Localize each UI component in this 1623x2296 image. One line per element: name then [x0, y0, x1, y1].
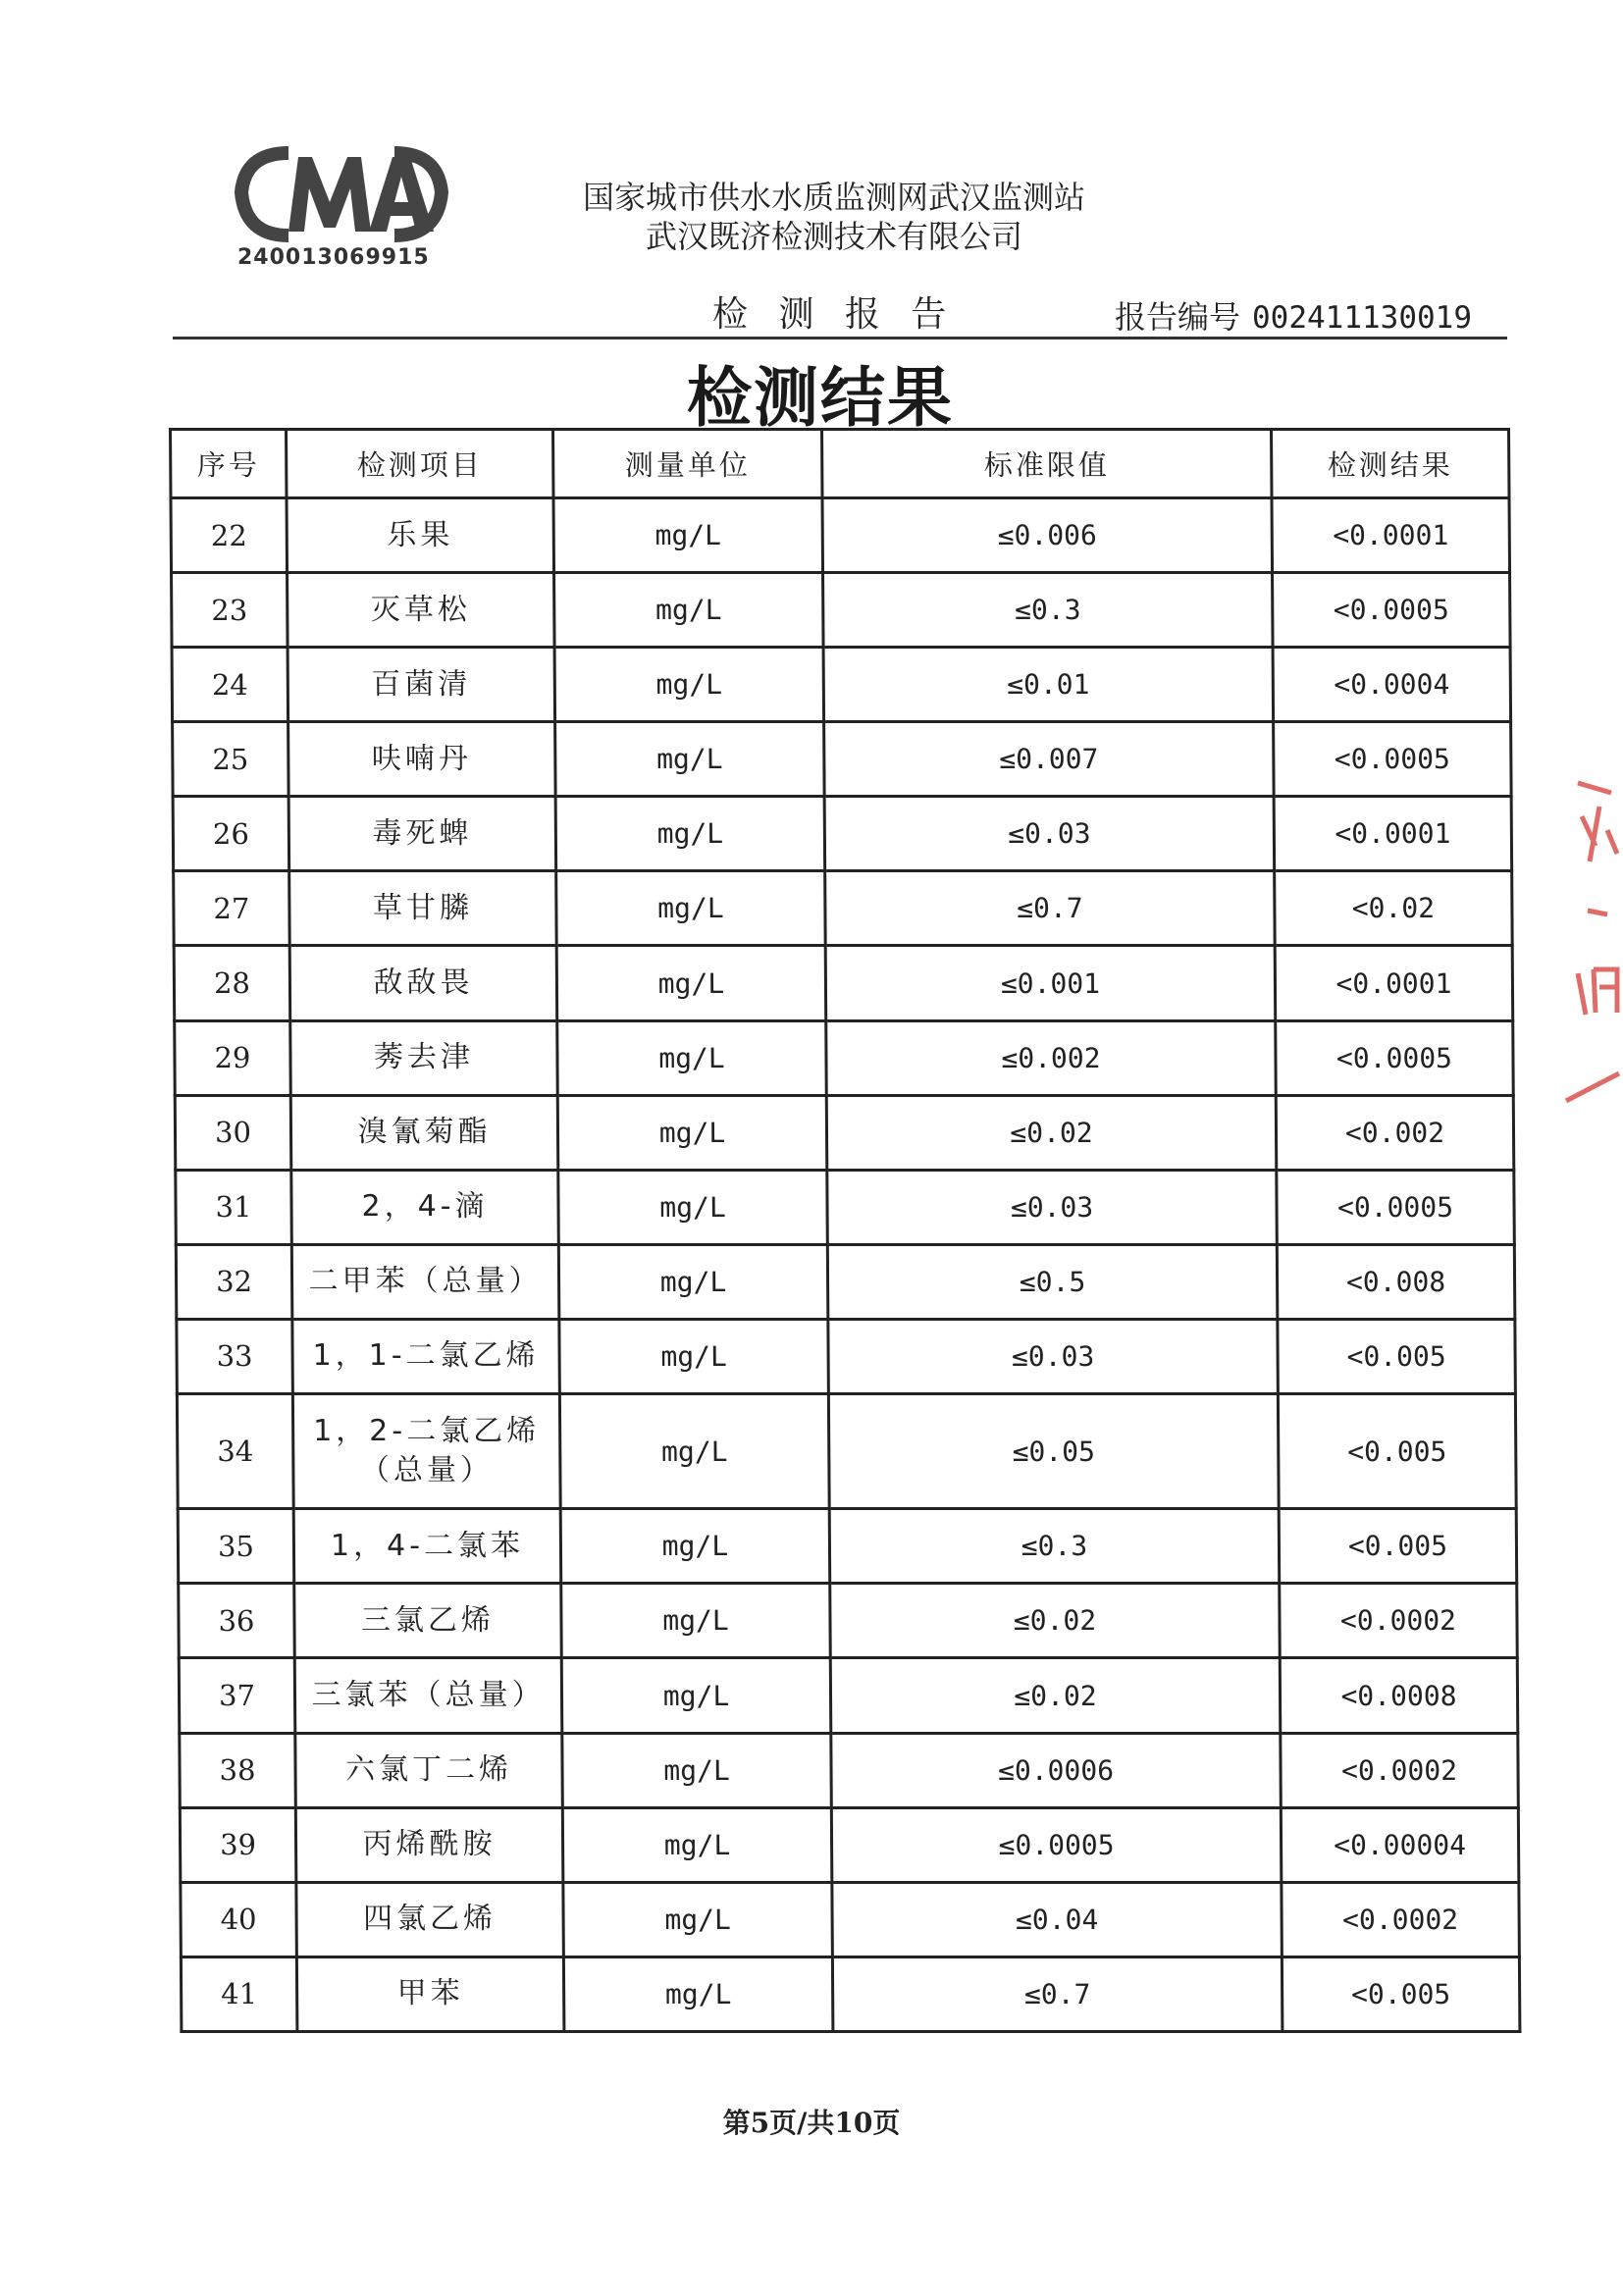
cell-unit: mg/L: [560, 1509, 830, 1584]
table-row: [181, 1957, 1520, 2031]
cell-limit: ≤0.02: [826, 1095, 1277, 1170]
cell-limit: ≤0.002: [826, 1020, 1277, 1095]
cell-index: 24: [172, 648, 288, 722]
cell-result: <0.0005: [1274, 722, 1512, 797]
cell-limit: ≤0.3: [829, 1509, 1280, 1584]
cell-result: <0.002: [1276, 1095, 1514, 1170]
cell-item: 丙烯酰胺: [295, 1807, 563, 1882]
table-row: [177, 1393, 1516, 1508]
table-row: [176, 1244, 1515, 1319]
cell-result: <0.0001: [1272, 498, 1510, 573]
cell-result: <0.0002: [1281, 1733, 1519, 1807]
col-header-limit: 标准限值: [822, 430, 1272, 498]
table-row: [173, 722, 1512, 797]
cell-item: 三氯乙烯: [294, 1584, 562, 1658]
cell-result: <0.005: [1278, 1319, 1516, 1393]
cell-limit: ≤0.0006: [831, 1733, 1282, 1807]
cell-item: 1，2-二氯乙烯（总量）: [292, 1393, 560, 1508]
table-row: [174, 946, 1513, 1020]
cell-limit: ≤0.007: [824, 722, 1275, 797]
cell-result: <0.0005: [1273, 573, 1511, 648]
results-table-wrap: [169, 428, 1518, 2033]
cell-unit: mg/L: [554, 648, 824, 722]
org-name-line1: 国家城市供水水质监测网武汉监测站: [582, 179, 1085, 216]
cell-index: 32: [176, 1244, 292, 1319]
report-number-value: 002411130019: [1252, 300, 1472, 336]
cell-result: <0.005: [1279, 1509, 1517, 1584]
table-row: [175, 1095, 1514, 1170]
cell-index: 30: [175, 1095, 291, 1170]
cell-index: 31: [176, 1170, 292, 1244]
cell-unit: mg/L: [555, 797, 825, 871]
cell-index: 37: [179, 1658, 295, 1733]
cell-limit: ≤0.02: [830, 1584, 1281, 1658]
cell-result: <0.0005: [1277, 1170, 1515, 1244]
cell-result: <0.0008: [1280, 1658, 1518, 1733]
red-seal-fragment: [1539, 777, 1623, 1111]
cma-number: 240013069915: [237, 245, 430, 270]
cell-index: 39: [180, 1807, 296, 1882]
table-row: [178, 1509, 1517, 1584]
cell-item: 三氯苯（总量）: [294, 1658, 562, 1733]
cell-index: 38: [180, 1733, 296, 1807]
cell-limit: ≤0.04: [832, 1882, 1283, 1957]
cell-result: <0.00004: [1281, 1807, 1519, 1882]
cell-unit: mg/L: [562, 1733, 832, 1807]
col-header-result: 检测结果: [1272, 430, 1509, 498]
cell-limit: ≤0.01: [823, 648, 1274, 722]
cell-result: <0.0005: [1276, 1020, 1514, 1095]
cell-limit: ≤0.5: [827, 1244, 1278, 1319]
cell-item: 甲苯: [296, 1957, 564, 2031]
cell-unit: mg/L: [562, 1807, 832, 1882]
cell-result: <0.02: [1275, 871, 1513, 946]
cell-unit: mg/L: [561, 1584, 831, 1658]
cell-unit: mg/L: [556, 946, 826, 1020]
cell-unit: mg/L: [559, 1319, 829, 1393]
cell-index: 36: [179, 1584, 295, 1658]
cell-index: 23: [172, 573, 288, 648]
table-row: [180, 1733, 1519, 1807]
table-row: [177, 1319, 1516, 1393]
cell-limit: ≤0.006: [822, 498, 1273, 573]
report-number: [1115, 292, 1472, 338]
cma-logo: [232, 143, 451, 281]
cell-item: 草甘膦: [289, 871, 557, 946]
cell-unit: mg/L: [561, 1658, 831, 1733]
cell-index: 25: [173, 722, 289, 797]
org-name-line2: 武汉既济检测技术有限公司: [645, 218, 1022, 255]
table-row: [175, 1020, 1514, 1095]
cell-index: 33: [177, 1319, 293, 1393]
cell-result: <0.005: [1278, 1393, 1516, 1508]
report-label: 检 测 报 告: [712, 294, 957, 335]
cell-unit: mg/L: [563, 1957, 833, 2031]
col-header-unit: 测量单位: [553, 430, 822, 498]
cell-item: 莠去津: [290, 1020, 558, 1095]
results-table: [169, 428, 1521, 2033]
cell-limit: ≤0.001: [825, 946, 1276, 1020]
cell-limit: ≤0.3: [823, 573, 1274, 648]
table-row: [173, 797, 1512, 871]
cell-unit: mg/L: [563, 1882, 833, 1957]
cell-item: 2，4-滴: [291, 1170, 559, 1244]
cell-index: 22: [171, 498, 288, 573]
cell-index: 41: [181, 1957, 297, 2031]
table-row: [181, 1882, 1520, 1957]
cell-unit: mg/L: [553, 498, 823, 573]
cell-item: 溴氰菊酯: [290, 1095, 558, 1170]
table-header-row: [171, 430, 1509, 498]
cell-result: <0.0001: [1274, 797, 1512, 871]
table-row: [176, 1170, 1515, 1244]
cell-index: 26: [173, 797, 289, 871]
cell-limit: ≤0.02: [830, 1658, 1281, 1733]
table-row: [172, 648, 1511, 722]
cell-index: 27: [174, 871, 290, 946]
cell-index: 29: [175, 1020, 291, 1095]
cell-unit: mg/L: [556, 871, 826, 946]
cma-mark-icon: [232, 143, 451, 245]
table-row: [180, 1807, 1519, 1882]
cell-limit: ≤0.03: [827, 1170, 1278, 1244]
cell-index: 28: [174, 946, 290, 1020]
cell-item: 灭草松: [288, 573, 555, 648]
col-header-item: 检测项目: [287, 430, 553, 498]
cell-item: 1，4-二氯苯: [293, 1509, 561, 1584]
cell-limit: ≤0.03: [828, 1319, 1279, 1393]
cell-index: 35: [178, 1509, 294, 1584]
cell-result: <0.0004: [1273, 648, 1511, 722]
cell-item: 六氯丁二烯: [295, 1733, 563, 1807]
col-header-index: 序号: [171, 430, 287, 498]
report-number-label: 报告编号: [1115, 298, 1241, 336]
cell-index: 40: [181, 1882, 297, 1957]
cell-result: <0.005: [1282, 1957, 1520, 2031]
cell-item: 敌敌畏: [289, 946, 557, 1020]
cell-limit: ≤0.05: [828, 1393, 1279, 1508]
cell-unit: mg/L: [555, 722, 825, 797]
cell-item: 百菌清: [288, 648, 555, 722]
table-row: [171, 498, 1510, 573]
cell-item: 1，1-二氯乙烯: [292, 1319, 560, 1393]
table-row: [179, 1584, 1518, 1658]
cell-unit: mg/L: [557, 1020, 827, 1095]
table-row: [172, 573, 1511, 648]
page-title: 检测结果: [687, 360, 954, 436]
table-row: [174, 871, 1513, 946]
cell-result: <0.008: [1277, 1244, 1515, 1319]
cell-limit: ≤0.03: [824, 797, 1275, 871]
cell-unit: mg/L: [558, 1244, 828, 1319]
cell-item: 四氯乙烯: [296, 1882, 564, 1957]
cell-result: <0.0002: [1282, 1882, 1520, 1957]
cell-unit: mg/L: [554, 573, 824, 648]
cell-result: <0.0001: [1275, 946, 1513, 1020]
table-row: [179, 1658, 1518, 1733]
page-footer: 第5页/共10页: [722, 2107, 901, 2139]
cell-item: 二甲苯（总量）: [291, 1244, 559, 1319]
cell-unit: mg/L: [558, 1170, 828, 1244]
cell-result: <0.0002: [1280, 1584, 1518, 1658]
cell-limit: ≤0.0005: [831, 1807, 1282, 1882]
cell-item: 乐果: [287, 498, 554, 573]
cell-limit: ≤0.7: [832, 1957, 1283, 2031]
cell-item: 呋喃丹: [288, 722, 556, 797]
cell-limit: ≤0.7: [825, 871, 1276, 946]
cell-unit: mg/L: [557, 1095, 827, 1170]
cell-item: 毒死蜱: [288, 797, 556, 871]
cell-index: 34: [177, 1393, 293, 1508]
cell-unit: mg/L: [559, 1393, 829, 1508]
header-rule: [173, 337, 1507, 339]
